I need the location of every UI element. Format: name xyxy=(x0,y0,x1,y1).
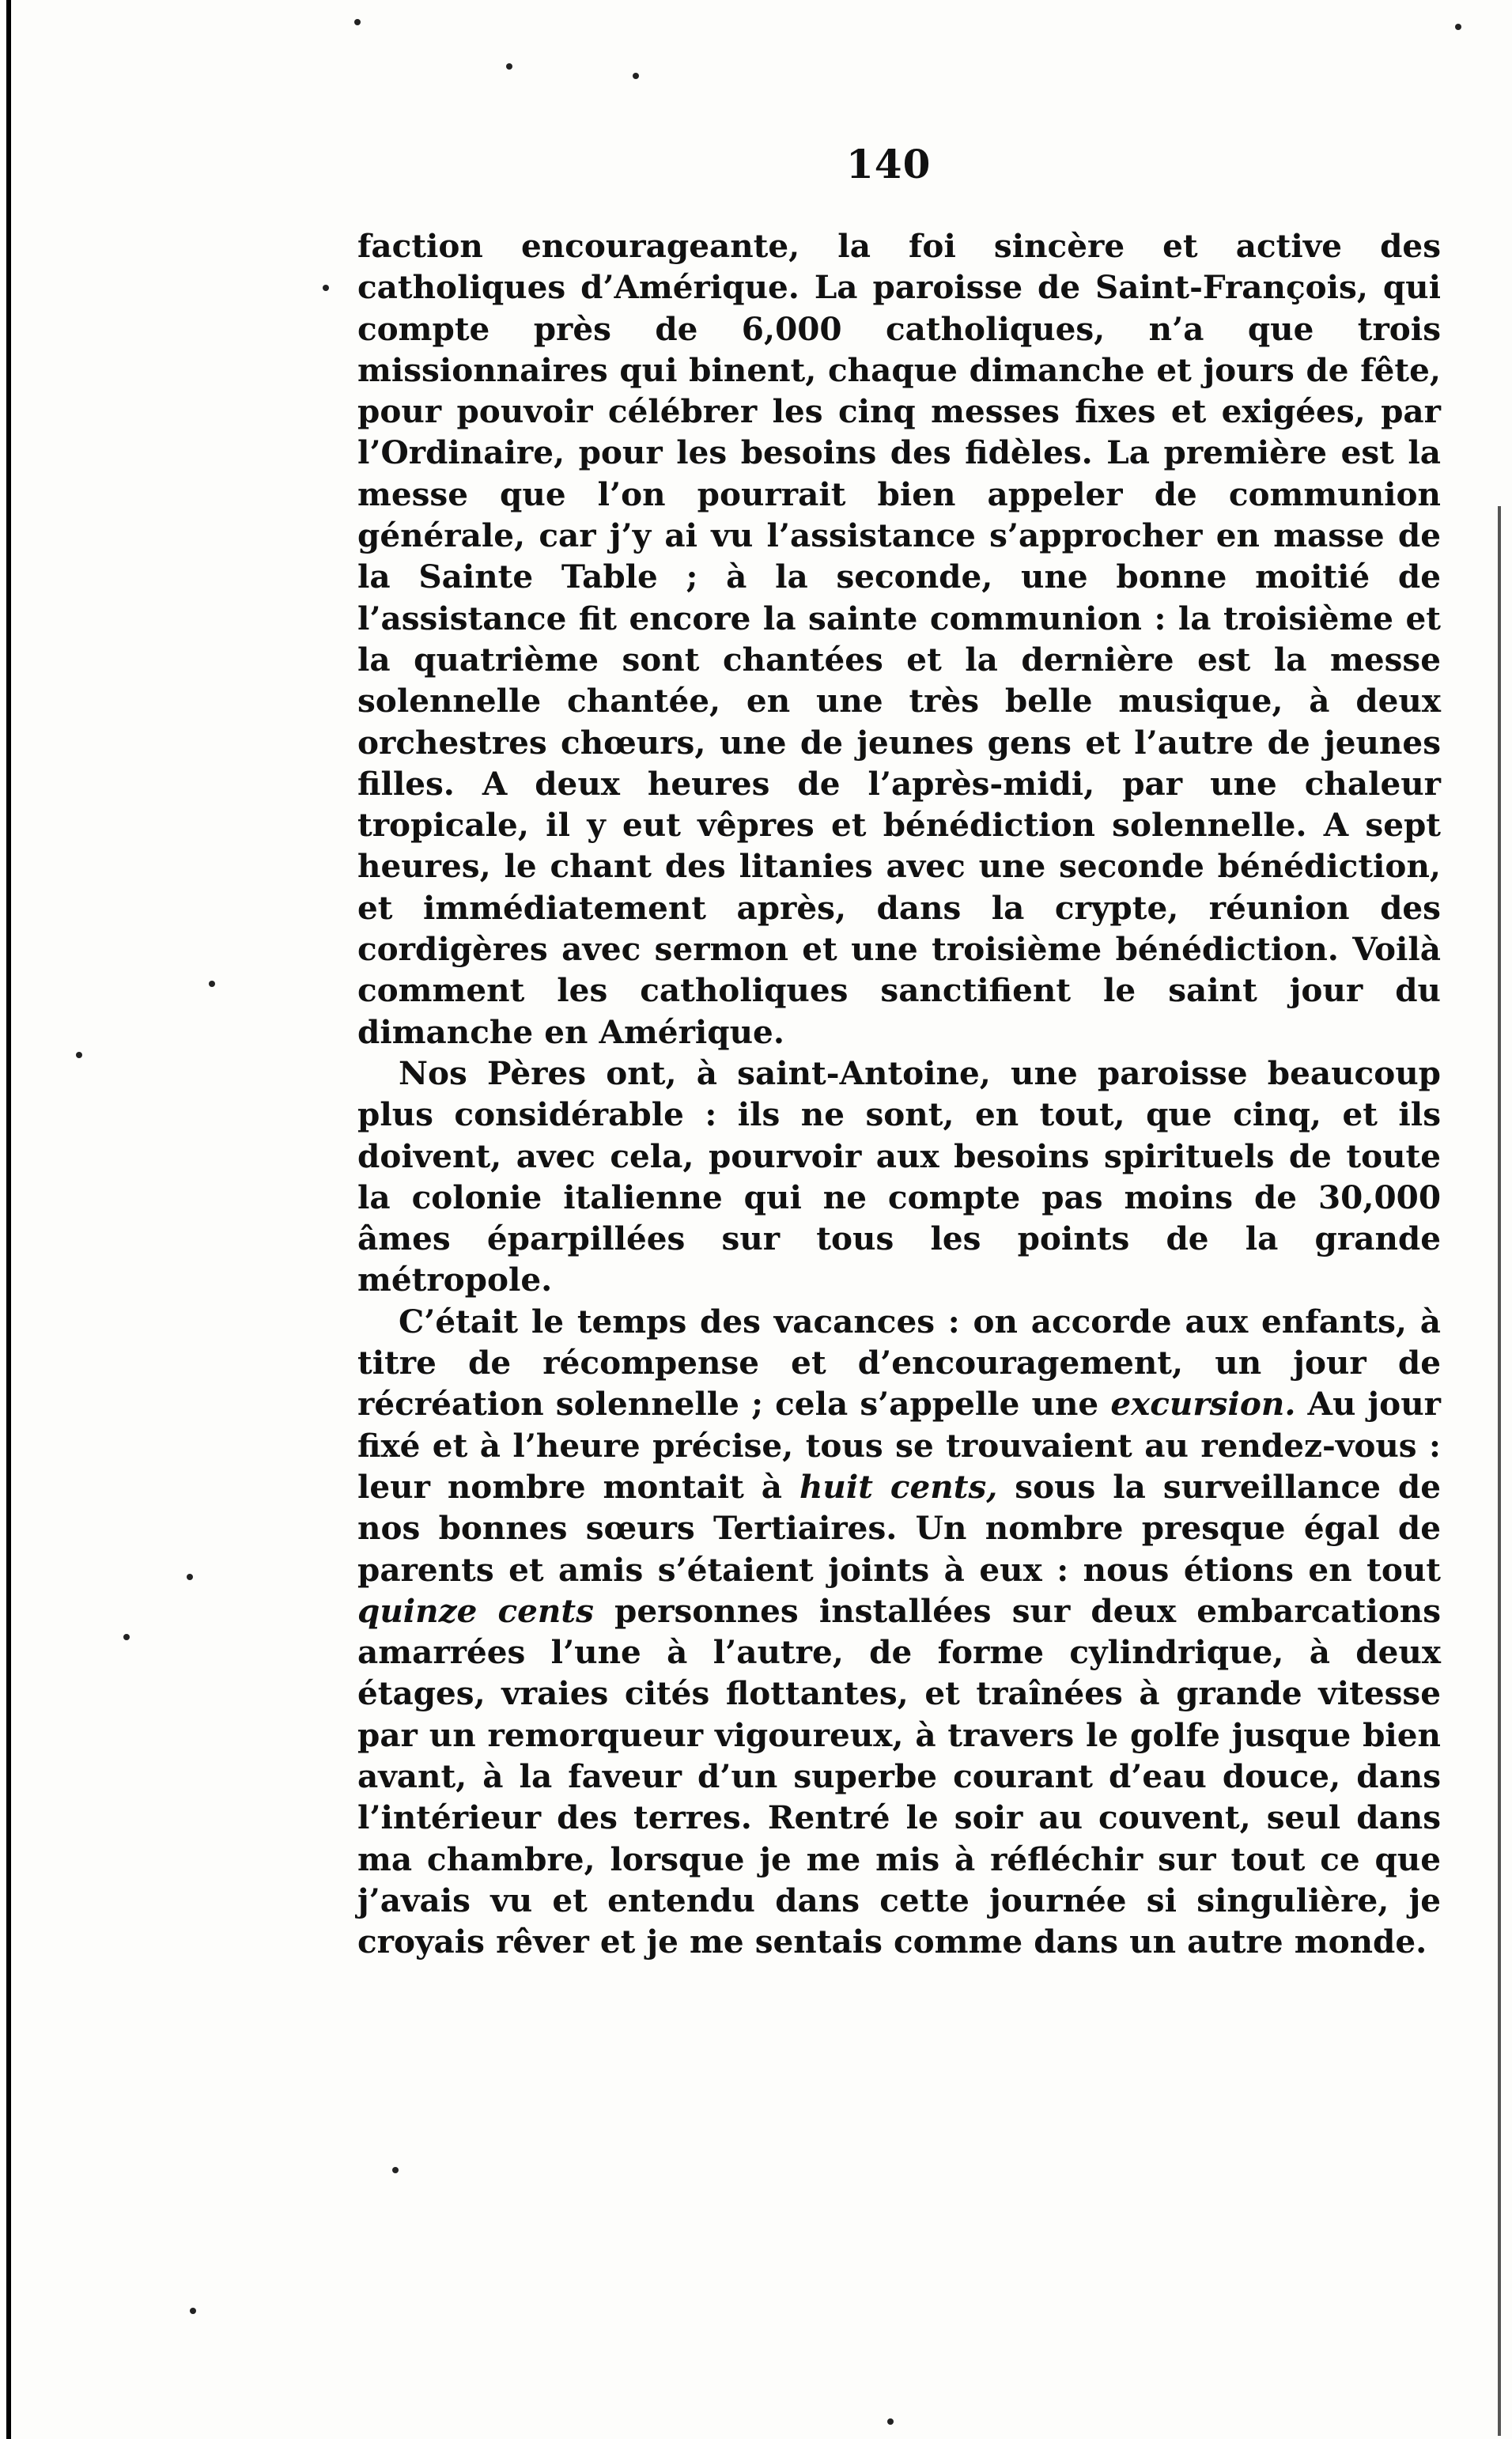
italic-quinze-cents: quinze cents xyxy=(357,1591,594,1630)
ink-speck xyxy=(323,285,329,291)
body-text xyxy=(357,225,1441,1962)
ink-speck xyxy=(1455,24,1461,30)
ink-speck xyxy=(123,1634,130,1640)
ink-speck xyxy=(354,19,361,25)
page-number: 140 xyxy=(846,141,932,187)
paragraph-3-text-c: sous la surveillance de nos bonnes sœurs Tertiaires. Un nombre presque égal de parents et amis s’étaient joints à eux : nous étions en tout xyxy=(357,1467,1441,1589)
ink-speck xyxy=(76,1052,82,1058)
ink-speck xyxy=(506,63,512,70)
paragraph-3 xyxy=(357,1301,1441,1963)
paragraph-3-text-a: C’était le temps des vacances : on accorde aux enfants, à titre de récompense et d’encouragement, un jour de récréation solennelle ; cela s’appelle une xyxy=(357,1302,1441,1424)
page-binding-edge xyxy=(6,0,11,2439)
ink-speck xyxy=(392,2167,399,2173)
italic-excursion: excursion. xyxy=(1110,1385,1296,1424)
italic-huit-cents: huit cents, xyxy=(799,1467,998,1506)
ink-speck xyxy=(187,1574,193,1580)
page-right-edge xyxy=(1498,506,1501,2436)
paragraph-3-text-b: Au jour fixé et à l’heure précise, tous se trouvaient au rendez-vous : leur nombre montait à xyxy=(357,1385,1441,1506)
paragraph-2: Nos Pères ont, à saint-Antoine, une paroisse beaucoup plus considérable : ils ne sont, en tout, que cinq, et ils doivent, avec cela, pourvoir aux besoins spirituels de toute la colonie italienne qui ne compte pas moins de 30,000 âmes éparpillées sur tous les points de la grande métropole. xyxy=(357,1053,1441,1299)
ink-speck xyxy=(887,2418,894,2425)
ink-speck xyxy=(209,981,215,987)
ink-speck xyxy=(633,73,639,79)
paragraph-1: faction encourageante, la foi sincère et active des catholiques d’Amérique. La paroisse de Saint-François, qui compte près de 6,000 catholiques, n’a que trois missionnaires qui binent, chaque dimanche et jours de fête, pour pouvoir célébrer les cinq messes fixes et exigées, par l’Ordinaire, pour les besoins des fidèles. La première est la messe que l’on pourrait bien appeler de communion générale, car j’y ai vu l’assistance s’approcher en masse de la Sainte Table ; à la seconde, une bonne moitié de l’assistance fit encore la sainte communion : la troisième et la quatrième sont chantées et la dernière est la messe solennelle chantée, en une très belle musique, à deux orchestres chœurs, une de jeunes gens et l’autre de jeunes filles. A deux heures de l’après-midi, par une chaleur tropicale, il y eut vêpres et bénédiction solennelle. A sept heures, le chant des litanies avec une seconde bénédiction, et immédiatement après, dans la crypte, réunion des cordigères avec sermon et une troisième bénédiction. Voilà comment les catholiques sanctifient le saint jour du dimanche en Amérique. xyxy=(357,227,1441,1051)
ink-speck xyxy=(190,2308,196,2314)
paragraph-3-text-d: personnes installées sur deux embarcations amarrées l’une à l’autre, de forme cylindrique, à deux étages, vraies cités flottantes, et traînées à grande vitesse par un remorqueur vigoureux, à travers le golfe jusque bien avant, à la faveur d’un superbe courant d’eau douce, dans l’intérieur des terres. Rentré le soir au couvent, seul dans ma chambre, lorsque je me mis à réfléchir sur tout ce que j’avais vu et entendu dans cette journée si singulière, je croyais rêver et je me sentais comme dans un autre monde. xyxy=(357,1591,1442,1961)
